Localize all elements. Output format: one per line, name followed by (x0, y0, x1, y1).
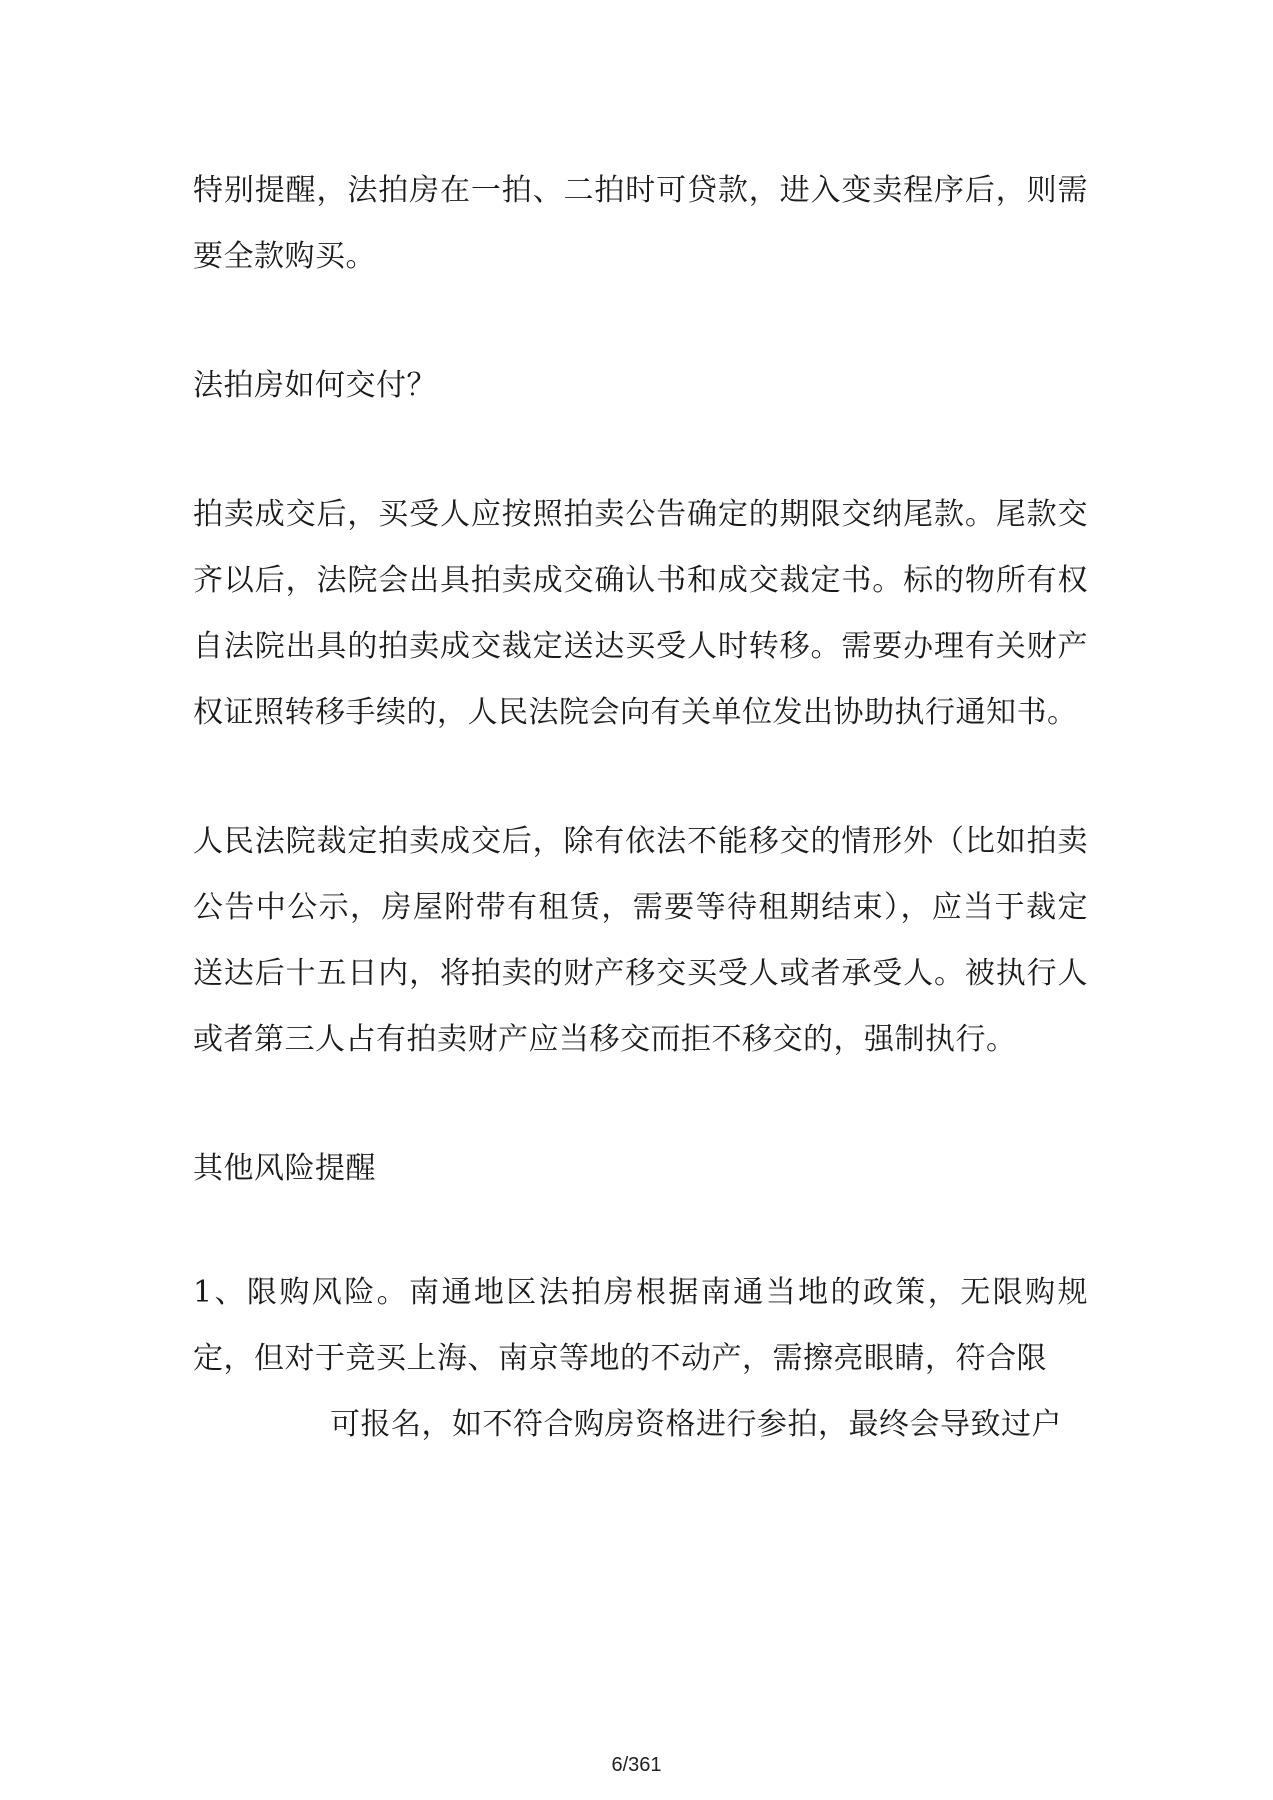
heading-delivery: 法拍房如何交付？ (193, 368, 437, 403)
paragraph-purchase-restriction (193, 1260, 1088, 1458)
paragraph-payment-transfer: 拍卖成交后，买受人应按照拍卖公告确定的期限交纳尾款。尾款交齐以后，法院会出具拍卖成交确认书和成交裁定书。标的物所有权自法院出具的拍卖成交裁定送达买受人时转移。需要办理有关财产权证照转移手续的，人民法院会向有关单位发出协助执行通知书。 (193, 497, 1088, 730)
paragraph-loan-reminder: 特别提醒，法拍房在一拍、二拍时可贷款，进入变卖程序后，则需要全款购买。 (193, 173, 1088, 274)
purchase-restriction-continued: 可报名，如不符合购房资格进行参拍，最终会导致过户 (330, 1407, 1062, 1442)
document-body (193, 158, 1088, 1458)
purchase-restriction-text: 1、限购风险。南通地区法拍房根据南通当地的政策，无限购规定，但对于竞买上海、南京等地的不动产，需擦亮眼睛，符合限 (193, 1275, 1088, 1376)
page-number: 6/361 (611, 1754, 662, 1776)
paragraph-handover: 人民法院裁定拍卖成交后，除有依法不能移交的情形外（比如拍卖公告中公示，房屋附带有租赁，需要等待租期结束），应当于裁定送达后十五日内，将拍卖的财产移交买受人或者承受人。被执行人或者第三人占有拍卖财产应当移交而拒不移交的，强制执行。 (193, 824, 1088, 1057)
heading-other-risks: 其他风险提醒 (193, 1151, 376, 1186)
